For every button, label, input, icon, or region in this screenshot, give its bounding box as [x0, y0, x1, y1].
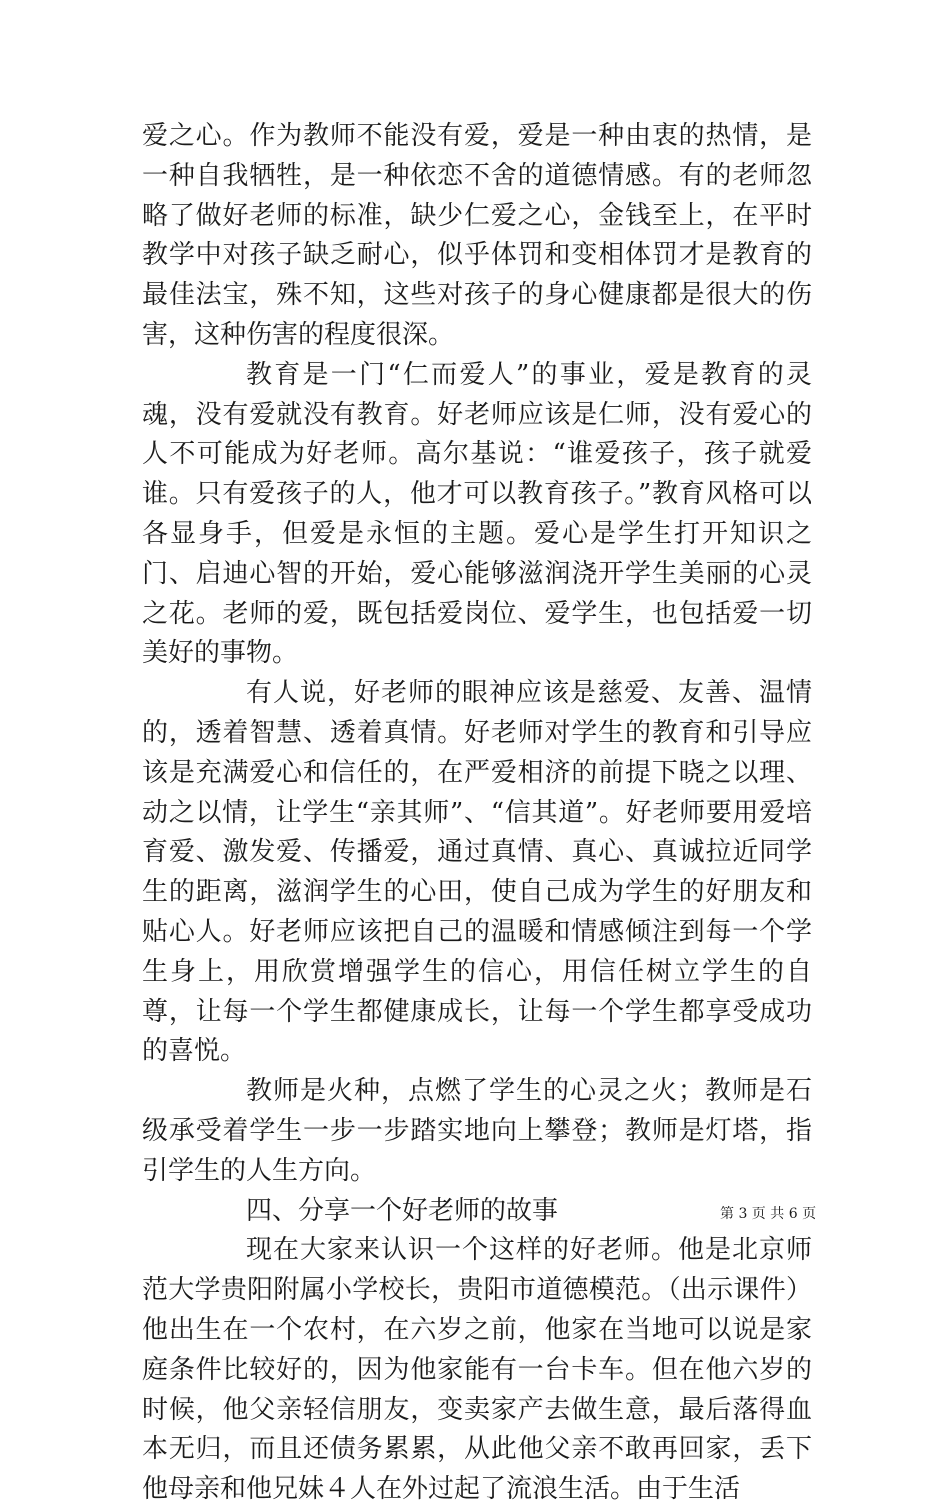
paragraph-3: 有人说，好老师的眼神应该是慈爱、友善、温情的，透着智慧、透着真情。好老师对学生的教育和引导应该是充满爱心和信任的，在严爱相济的前提下晓之以理、动之以情，让学生“亲其师”、“信其道”。好老师要用爱培育爱、激发爱、传播爱，通过真情、真心、真诚拉近同学生的距离，滋润学生的心田，使自己成为学生的好朋友和贴心人。好老师应该把自己的温暖和情感倾注到每一个学生身上，用欣赏增强学生的信心，用信任树立学生的自尊，让每一个学生都健康成长，让每一个学生都享受成功的喜悦。 — [142, 678, 812, 1067]
page-number-footer: 第 3 页 共 6 页 — [720, 1206, 817, 1222]
paragraph-4: 教师是火种，点燃了学生的心灵之火；教师是石级承受着学生一步一步踏实地向上攀登；教师是灯塔，指引学生的人生方向。 — [142, 1076, 812, 1186]
section-heading: 四、分享一个好老师的故事 — [246, 1195, 559, 1226]
paragraph-1: 爱之心。作为教师不能没有爱，爱是一种由衷的热情，是一种自我牺牲，是一种依恋不舍的道德情感。有的老师忽略了做好老师的标准，缺少仁爱之心，金钱至上，在平时教学中对孩子缺乏耐心，似乎体罚和变相体罚才是教育的最佳法宝，殊不知，这些对孩子的身心健康都是很大的伤害，这种伤害的程度很深。 — [142, 121, 812, 350]
paragraph-5: 现在大家来认识一个这样的好老师。他是北京师范大学贵阳附属小学校长，贵阳市道德模范。（出示课件）他出生在一个农村，在六岁之前，他家在当地可以说是家庭条件比较好的，因为他家能有一台卡车。但在他六岁的时候，他父亲轻信朋友，变卖家产去做生意，最后落得血本无归，而且还债务累累，从此他父亲不敢再回家，丢下他母亲和他兄妹４人在外过起了流浪生活。由于生活 — [142, 1235, 812, 1505]
document-body — [142, 117, 812, 1510]
paragraph-2: 教育是一门“仁而爱人”的事业，爱是教育的灵魂，没有爱就没有教育。好老师应该是仁师，没有爱心的人不可能成为好老师。高尔基说：“谁爱孩子，孩子就爱谁。只有爱孩子的人，他才可以教育孩子。”教育风格可以各显身手，但爱是永恒的主题。爱心是学生打开知识之门、启迪心智的开始，爱心能够滋润浇开学生美丽的心灵之花。老师的爱，既包括爱岗位、爱学生，也包括爱一切美好的事物。 — [142, 359, 812, 669]
